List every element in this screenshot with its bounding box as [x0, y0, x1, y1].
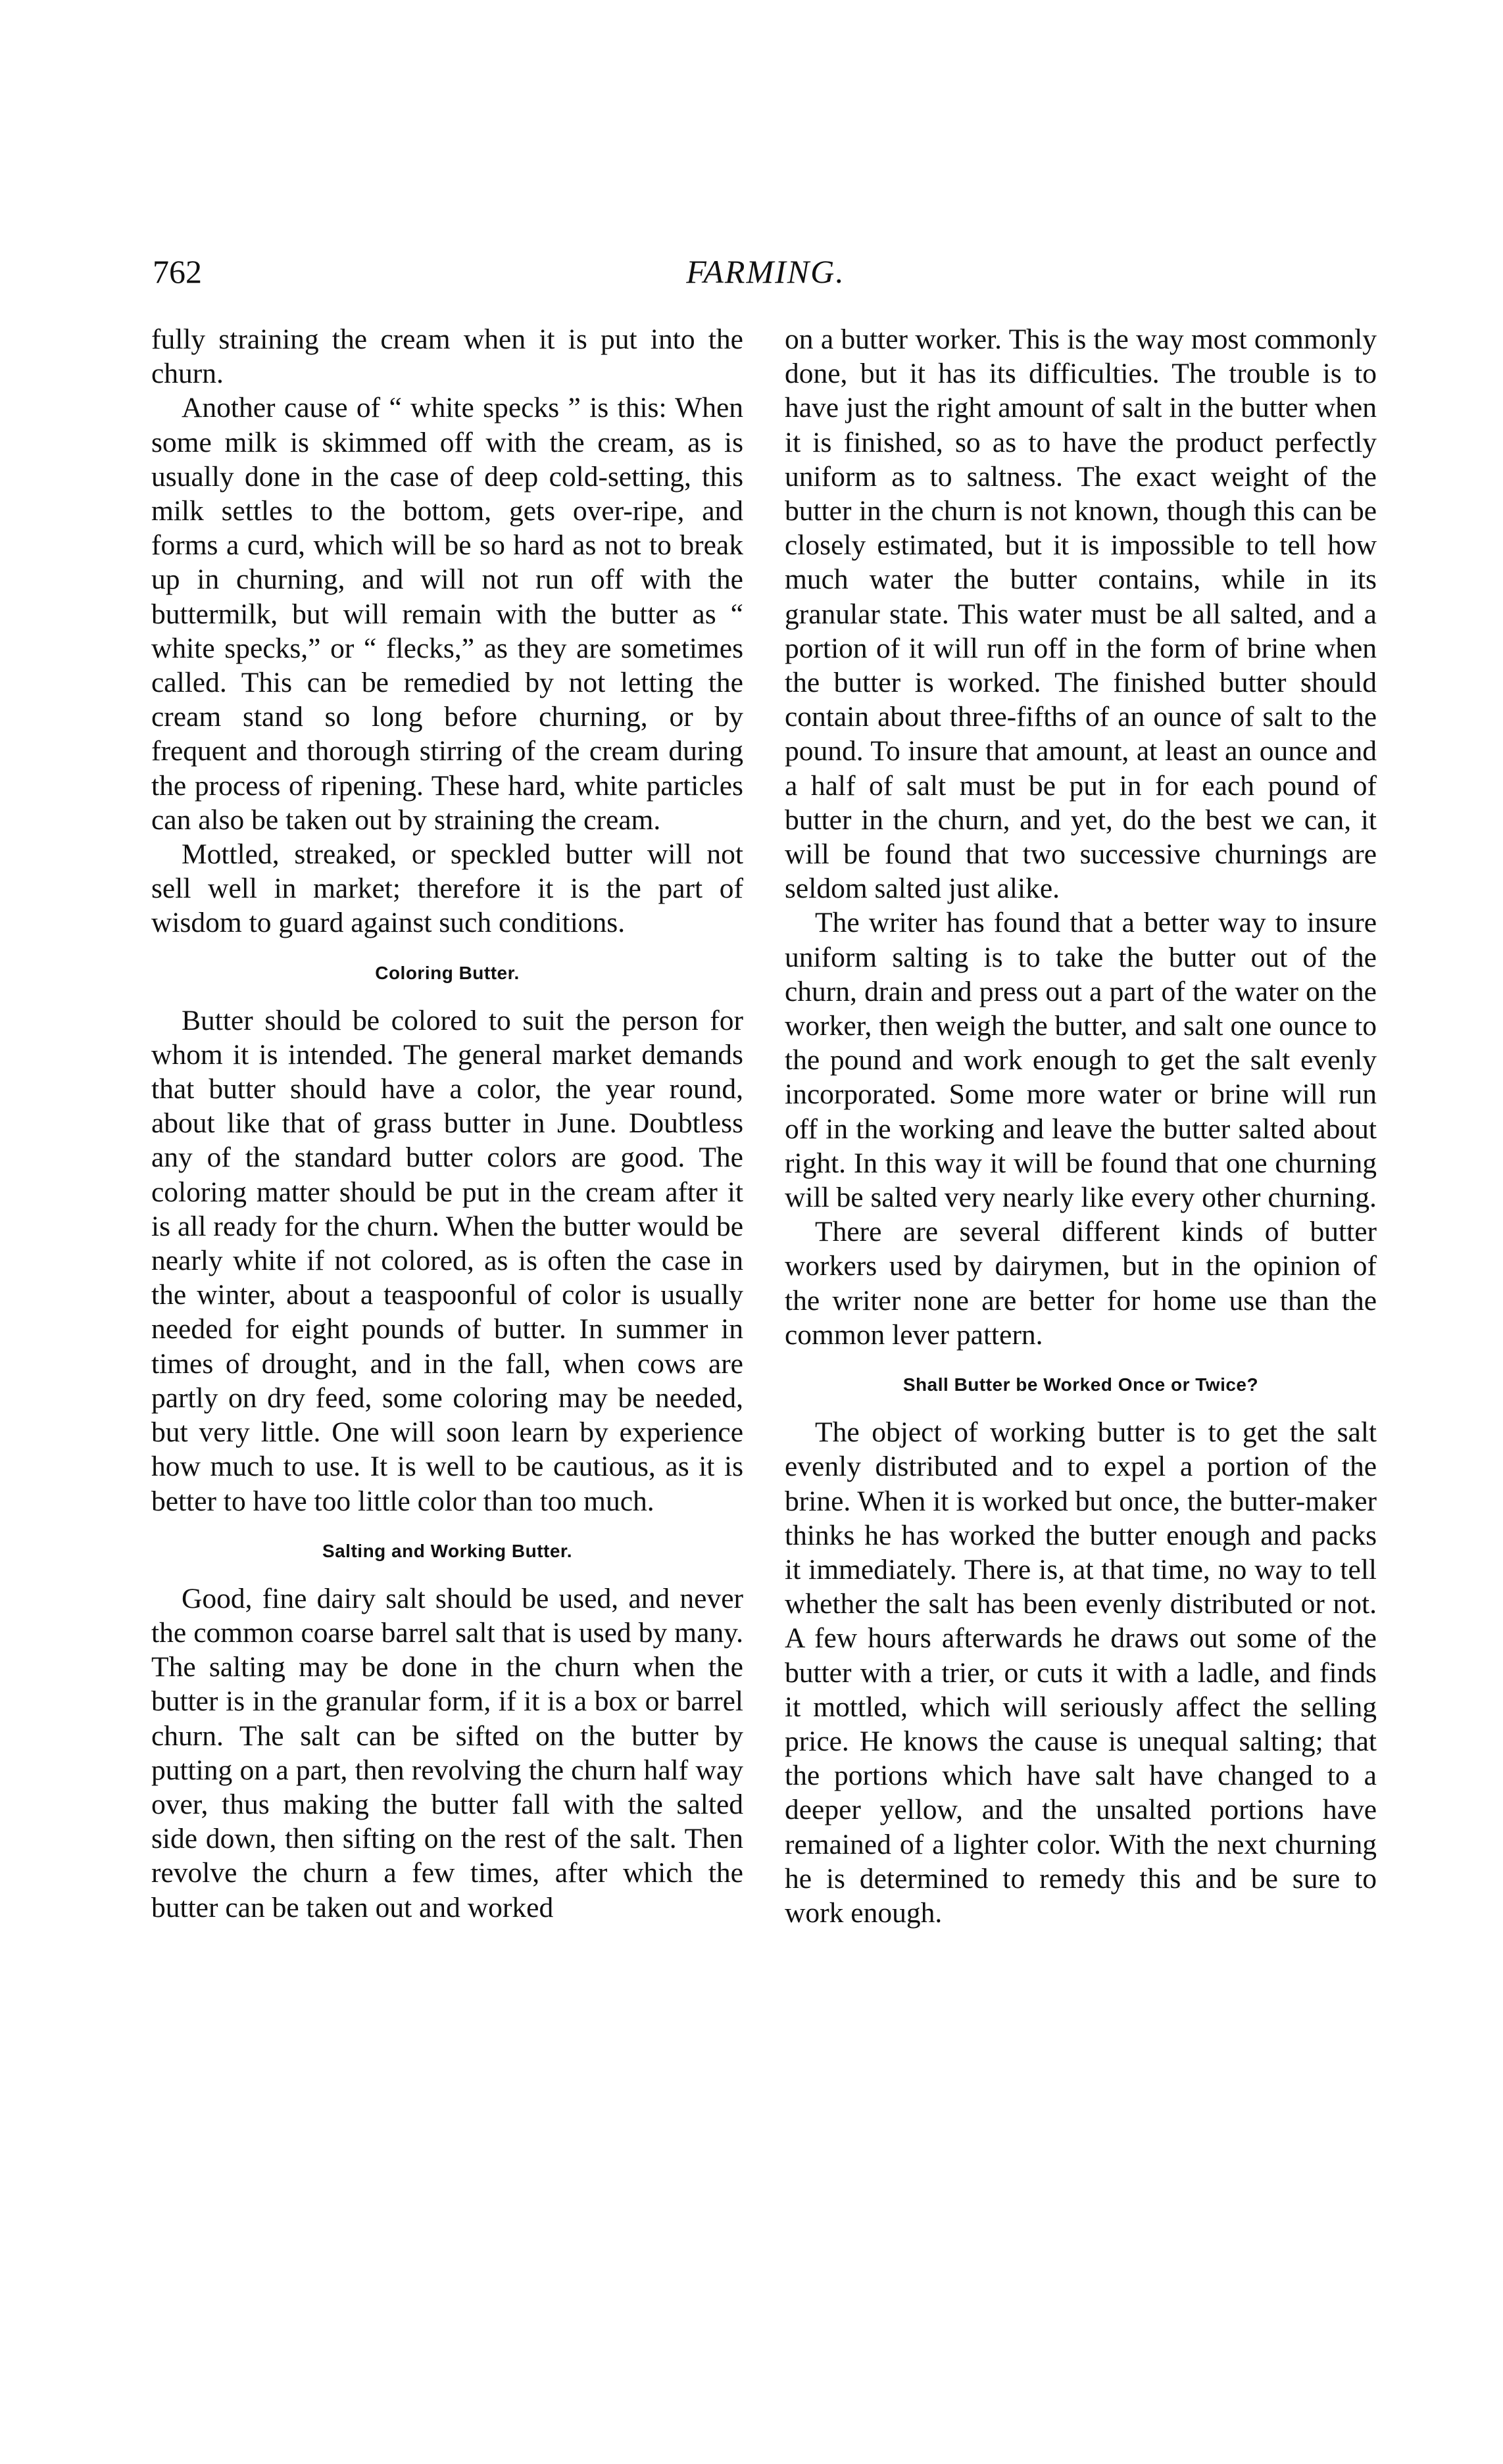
paragraph: The writer has found that a better way to insure uniform salting is to take the butter out of the churn, drain and press out a part of the water on the worker, then weigh the butter, and salt one ounce to the pound and work enough to get the salt evenly incorporated. Some more water or brine will run off in the working and leave the butter salted about right. In this way it will be found that one churning will be salted very nearly like every other churning. — [785, 907, 1377, 1214]
right-column — [785, 322, 1377, 1930]
section-heading-coloring-butter: Coloring Butter. — [375, 962, 520, 983]
paragraph: Butter should be colored to suit the person for whom it is intended. The general market demands that butter should have a color, the year round, about like that of grass butter in June. Doubtless any of the standard butter colors are good. The coloring matter should be put in the cream after it is all ready for the churn. When the butter would be nearly white if not colored, as is often the case in the winter, about a teaspoonful of color is usually needed for eight pounds of butter. In summer in times of drought, and in the fall, when cows are partly on dry feed, some coloring may be needed, but very little. One will soon learn by experience how much to use. It is well to be cautious, as it is better to have too little color than too much. — [151, 1004, 743, 1517]
paragraph: Mottled, streaked, or speckled butter will not sell well in market; therefore it is the part of wisdom to guard against such conditions. — [151, 838, 743, 939]
running-title: FARMING. — [686, 253, 845, 290]
paragraph: There are several different kinds of butter workers used by dairymen, but in the opinion of the writer none are better for home use than the common lever pattern. — [785, 1216, 1377, 1351]
paragraph: Another cause of “ white specks ” is this: When some milk is skimmed off with the cream, as is usually done in the case of deep cold-setting, this milk settles to the bottom, gets over-ripe, and forms a curd, which will be so hard as not to break up in churning, and will not run off with the buttermilk, but will remain with the butter as “ white specks,” or “ flecks,” as they are sometimes called. This can be remedied by not letting the cream stand so long before churning, or by frequent and thorough stirring of the cream during the process of ripening. These hard, white particles can also be taken out by straining the cream. — [151, 392, 743, 836]
paragraph: on a butter worker. This is the way most commonly done, but it has its difficulties. The trouble is to have just the right amount of salt in the butter when it is finished, so as to have the product perfectly uniform as to saltness. The exact weight of the butter in the churn is not known, though this can be closely estimated, but it is impossible to tell how much water the butter contains, while in its granular state. This water must be all salted, and a portion of it will run off in the form of brine when the butter is worked. The finished butter should contain about three-fifths of an ounce of salt to the pound. To insure that amount, at least an ounce and a half of salt must be put in for each pound of butter in the churn, and yet, do the best we can, it will be found that two successive churnings are seldom salted just alike. — [785, 324, 1377, 905]
left-column — [151, 322, 743, 1925]
section-heading-worked-once-twice: Shall Butter be Worked Once or Twice? — [902, 1374, 1259, 1395]
paragraph: Good, fine dairy salt should be used, and never the common coarse barrel salt that is used by many. The salting may be done in the churn when the butter is in the granular form, if it is a box or barrel churn. The salt can be sifted on the butter by putting on a part, then revolving the churn half way over, thus making the butter fall with the salted side down, then sifting on the rest of the salt. Then revolve the churn a few times, after which the butter can be taken out and worked — [151, 1582, 743, 1923]
page-number: 762 — [153, 253, 202, 290]
section-heading-salting-working: Salting and Working Butter. — [322, 1540, 573, 1561]
paragraph: The object of working butter is to get the salt evenly distributed and to expel a portion of the brine. When it is worked but once, the butter-maker thinks he has worked the butter enough and packs it immediately. There is, at that time, no way to tell whether the salt has been evenly distributed or not. A few hours afterwards he draws out some of the butter with a trier, or cuts it with a ladle, and finds it mottled, which will seriously affect the selling price. He knows the cause is unequal salting; that the portions which have salt have changed to a deeper yellow, and the unsalted portions have remained of a lighter color. With the next churning he is determined to remedy this and be sure to work enough. — [785, 1416, 1377, 1929]
paragraph: fully straining the cream when it is put into the churn. — [151, 324, 743, 390]
page-header — [153, 252, 1379, 298]
